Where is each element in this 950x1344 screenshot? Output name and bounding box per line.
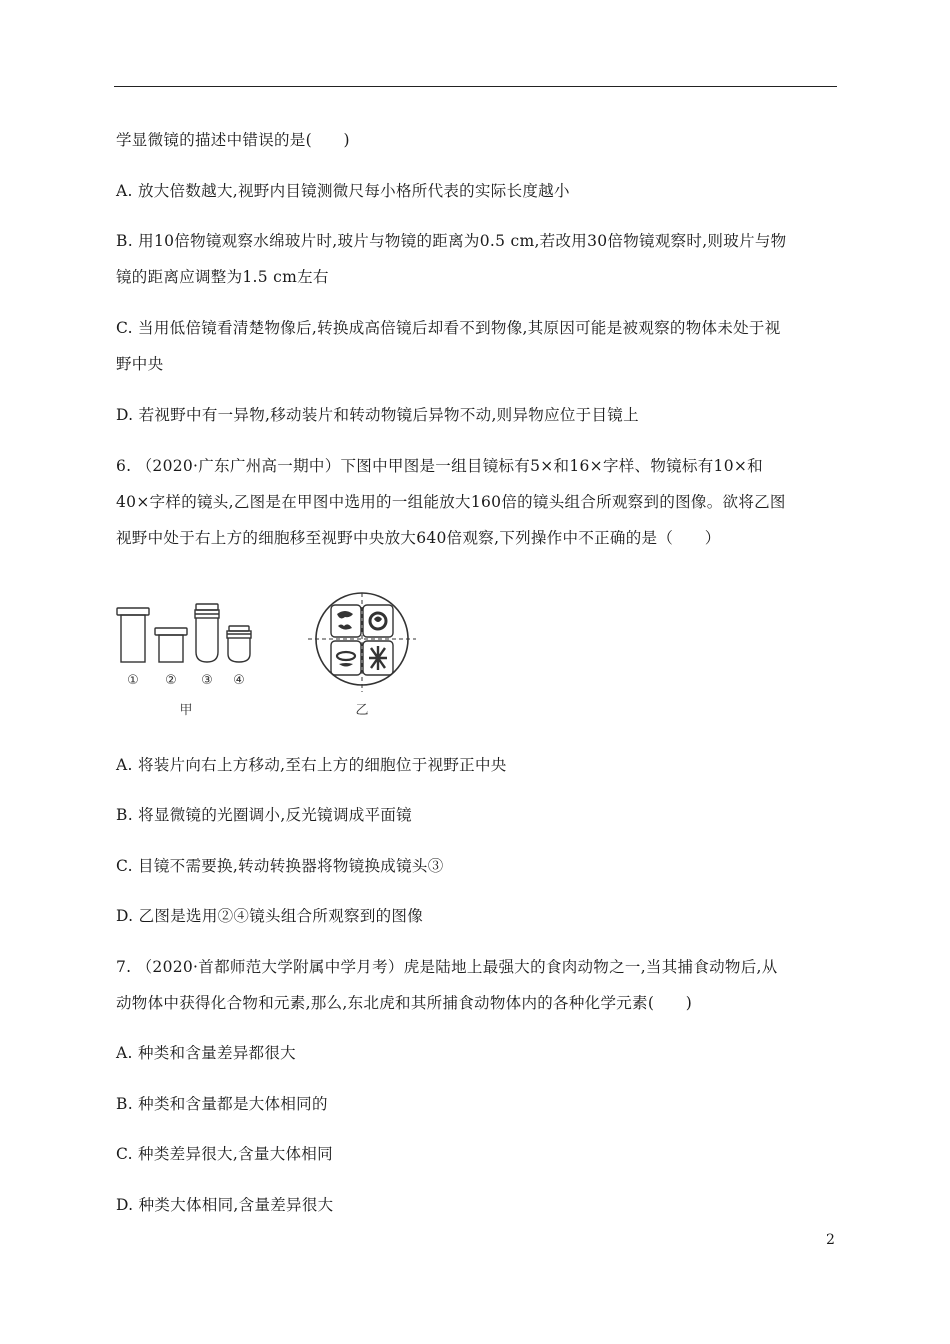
header-rule (114, 86, 837, 87)
q6-stem-line2: 40×字样的镜头,乙图是在甲图中选用的一组能放大160倍的镜头组合所观察到的图像。欲将乙图 (116, 493, 786, 511)
q5-option-c-line1: C. 当用低倍镜看清楚物像后,转换成高倍镜后却看不到物像,其原因可能是被观察的物体未处于视 (116, 319, 781, 337)
q5-option-b-line2: 镜的距离应调整为1.5 cm左右 (116, 268, 329, 286)
q6-option-b: B. 将显微镜的光圈调小,反光镜调成平面镜 (116, 806, 412, 824)
lens-label-2: ② (165, 673, 177, 688)
cell-top-left (331, 605, 361, 637)
q7-stem-line2: 动物体中获得化合物和元素,那么,东北虎和其所捕食动物体内的各种化学元素( ) (116, 994, 693, 1012)
q6-figure-svg (110, 592, 430, 722)
q5-option-d: D. 若视野中有一异物,移动装片和转动物镜后异物不动,则异物应位于目镜上 (116, 406, 639, 424)
lens-1-eyepiece (117, 608, 149, 662)
q5-stem: 学显微镜的描述中错误的是( ) (116, 131, 350, 149)
lens-label-4: ④ (233, 673, 245, 688)
q7-option-d: D. 种类大体相同,含量差异很大 (116, 1196, 334, 1214)
q5-option-b-line1: B. 用10倍物镜观察水绵玻片时,玻片与物镜的距离为0.5 cm,若改用30倍物镜观察时,则玻片与物 (116, 232, 787, 250)
q7-option-a: A. 种类和含量差异都很大 (116, 1044, 296, 1062)
field-of-view (308, 592, 416, 692)
q7-option-b: B. 种类和含量都是大体相同的 (116, 1095, 328, 1113)
figure-caption-yi: 乙 (355, 703, 369, 718)
q6-figure (110, 592, 430, 722)
lens-label-1: ① (127, 673, 139, 688)
lens-4-objective (227, 626, 251, 662)
cell-bottom-left (331, 641, 361, 675)
lens-2-eyepiece (155, 628, 187, 662)
page-number: 2 (826, 1232, 835, 1248)
lens-group (117, 604, 251, 662)
figure-caption-jia: 甲 (179, 703, 193, 718)
lens-label-3: ③ (201, 673, 213, 688)
q6-stem-line3: 视野中处于右上方的细胞移至视野中央放大640倍观察,下列操作中不正确的是（ ） (116, 529, 721, 547)
q7-option-c: C. 种类差异很大,含量大体相同 (116, 1145, 333, 1163)
q7-stem-line1: 7. （2020·首都师范大学附属中学月考）虎是陆地上最强大的食肉动物之一,当其捕食动物后,从 (116, 958, 778, 976)
q6-option-c: C. 目镜不需要换,转动转换器将物镜换成镜头③ (116, 857, 444, 875)
q6-option-a: A. 将装片向右上方移动,至右上方的细胞位于视野正中央 (116, 756, 507, 774)
q6-stem-line1: 6. （2020·广东广州高一期中）下图中甲图是一组目镜标有5×和16×字样、物镜标有10×和 (116, 457, 763, 475)
lens-3-objective (195, 604, 219, 662)
q5-option-c-line2: 野中央 (116, 355, 164, 373)
q6-option-d: D. 乙图是选用②④镜头组合所观察到的图像 (116, 907, 424, 925)
q5-option-a: A. 放大倍数越大,视野内目镜测微尺每小格所代表的实际长度越小 (116, 182, 570, 200)
